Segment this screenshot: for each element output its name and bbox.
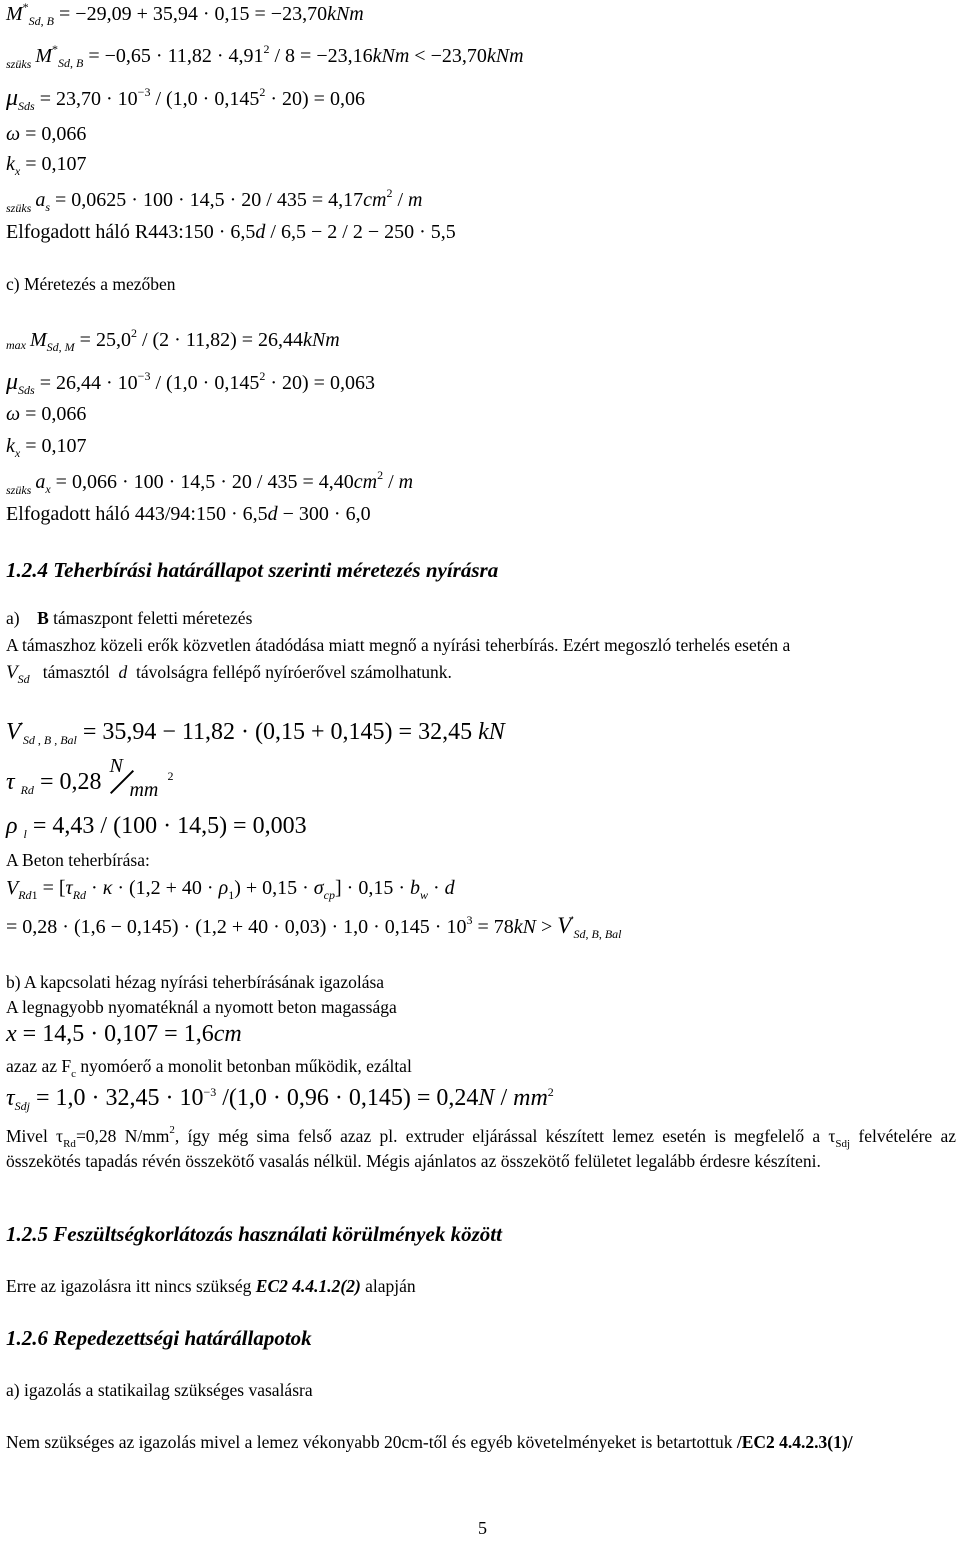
para-nem-szukseges: Nem szükséges az igazolás mivel a lemez vékonyabb 20cm-től és egyéb követelményeket is betartottuk /EC2 4.4.2.3(1)/ xyxy=(6,1432,853,1452)
eq-mu-sds-2: $\mu_{Sds} = 26,44 \cdot 10^{-3} / (1,0 \cdot 0,145^2 \cdot 20) = 0,063$ xyxy=(6,369,375,397)
eq-mu-sds-1: $\mu_{Sds} = 23,70 \cdot 10^{-3} / (1,0 \cdot 0,145^2 \cdot 20) = 0,06$ xyxy=(6,85,365,113)
subsection-c: c) Méretezés a mezőben xyxy=(6,274,176,294)
page-number: 5 xyxy=(478,1518,487,1538)
para-b-title: b) A kapcsolati hézag nyírási teherbírásának igazolása xyxy=(6,972,385,992)
para-mivel: Mivel $\tau_{Rd}=0,28$ $N/mm^2$, így még sima felső azaz pl. extruder eljárással készített lemez esetén is megfelelő a $\tau_{Sdj}$ felvételére az összekötés tapadás révén összekötő vasalás nélkül. Mégis ajánlatos az összekötő felületet legalább érdesre készíteni. xyxy=(6,1124,956,1171)
eq-omega-1: ω = 0,066 xyxy=(6,123,87,145)
eq-tau-sdj: $\tau_{Sdj} = 1,0 \cdot 32,45 \cdot 10^{-3}$ $/(1,0 \cdot 0,96 \cdot 0,145) = 0,24N / mm^2$ xyxy=(6,1085,554,1113)
heading-1-2-4: 1.2.4 Teherbírási határállapot szerinti méretezés nyírásra xyxy=(6,558,499,582)
para-a-line2: $V_{Sd}$ támasztól d távolságra fellépő nyíróerővel számolhatunk. xyxy=(6,662,452,686)
eq-tau-rd: τ $_{Rd}$ = 0,28 N mm $^2$ xyxy=(6,755,174,802)
heading-1-2-5: 1.2.5 Feszültségkorlátozás használati körülmények között xyxy=(6,1222,502,1246)
para-fc: azaz az $F_c$ nyomóerő a monolit betonban működik, ezáltal xyxy=(6,1056,412,1080)
para-erre: Erre az igazolásra itt nincs szükség EC2 4.4.1.2(2) alapján xyxy=(6,1276,416,1296)
eq-v-sd-bal: $V'_{Sd , B , Bal} = 35,94 - 11,82 \cdot (0,15 + 0,145) = 32,45$ kN xyxy=(6,719,505,747)
eq-vrd1-value: = $0,28 \cdot (1,6 - 0,145) \cdot (1,2 + 40 \cdot 0,03) \cdot 1,0 \cdot 0,145 \cdot 10^3 = 78kN > V'_{Sd, B, Bal}$ xyxy=(6,913,622,941)
eq-vrd1: $V_{Rd1} = [\tau_{Rd} \cdot \kappa \cdot (1,2 + 40 \cdot \rho_1) + 0,15 \cdot \sigma_{cp}] \cdot 0,15 \cdot b_w \cdot d$ xyxy=(6,877,455,902)
para-a-title: a) B támaszpont feletti méretezés xyxy=(6,608,253,628)
eq-x-height: x = 14,5 · 0,107 = 1,6cm xyxy=(6,1021,242,1047)
eq-moment-sd-b: $M^*_{Sd, B} = -29,09 + 35,94 \cdot 0,15 = -23,70kNm$ xyxy=(6,0,364,28)
para-b-line1: A legnagyobb nyomatéknál a nyomott beton magassága xyxy=(6,997,397,1017)
eq-mesh-2: Elfogadott háló 443/94:150 · 6,5d − 300 · 6,0 xyxy=(6,503,371,525)
eq-kx-2: $k_x = 0,107$ xyxy=(6,435,87,460)
para-beton: A Beton teherbírása: xyxy=(6,850,150,870)
eq-kx-1: $k_x = 0,107$ xyxy=(6,153,87,178)
eq-as-1: $_{szüks}$ $a_s = 0,0625 \cdot 100 \cdot 14,5 \cdot 20 / 435 = 4,17cm^2 / m$ xyxy=(6,186,423,215)
para-a-line1: A támaszhoz közeli erők közvetlen átadódása miatt megnő a nyírási teherbírás. Ezért megoszló terhelés esetén a xyxy=(6,635,791,655)
eq-rho-l: ρ $_l$ = 4,43 / (100 · 14,5) = 0,003 xyxy=(6,813,307,841)
eq-mesh-1: Elfogadott háló R443:150 · 6,5d / 6,5 − 2 / 2 − 250 · 5,5 xyxy=(6,221,456,243)
heading-1-2-6: 1.2.6 Repedezettségi határállapotok xyxy=(6,1326,312,1350)
eq-max-moment: $\max M_{Sd, M} = 25,0^2 / (2 \cdot 11,82) = 26,44kNm$ xyxy=(6,326,340,354)
eq-ax-2: $_{szüks}$ $a_x = 0,066 \cdot 100 \cdot 14,5 \cdot 20 / 435 = 4,40cm^2 / m$ xyxy=(6,468,414,497)
para-igazolas: a) igazolás a statikailag szükséges vasalásra xyxy=(6,1380,313,1400)
eq-required-moment: $_{szüks}$ $M^*_{Sd, B} = -0,65 \cdot 11,82 \cdot 4,91^2 / 8 = -23,16kNm < -23,70kNm$ xyxy=(6,42,524,71)
eq-omega-2: ω = 0,066 xyxy=(6,403,87,425)
